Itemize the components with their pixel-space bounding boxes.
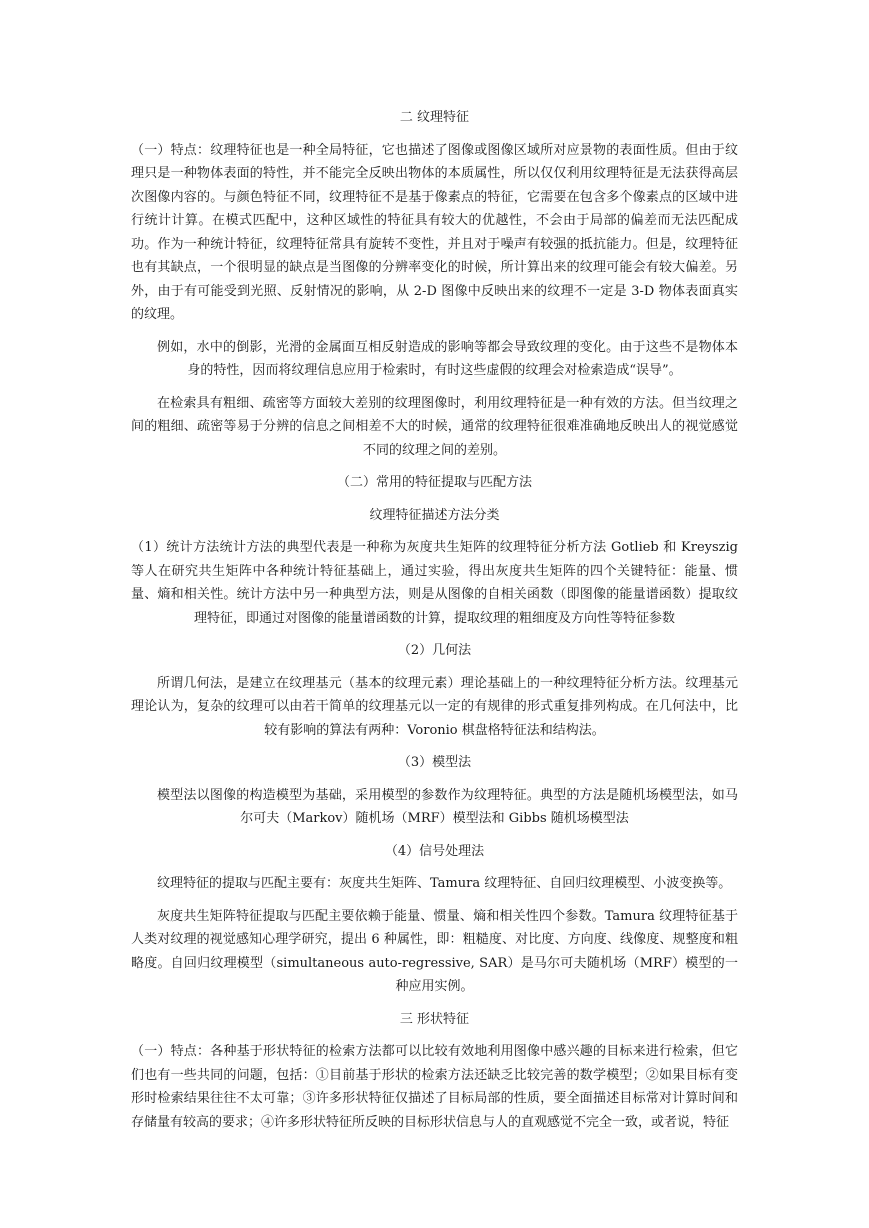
texture-features-paragraph: （一）特点：纹理特征也是一种全局特征，它也描述了图像或图像区域所对应景物的表面性质。但由于纹理只是一种物体表面的特性，并不能完全反映出物体的本质属性，所以仅仅利用纹理特征是无法获得高层次图像内容的。与颜色特征不同，纹理特征不是基于像素点的特征，它需要在包含多个像素点的区域中进行统计计算。在模式匹配中，这种区域性的特征具有较大的优越性，不会由于局部的偏差而无法匹配成功。作为一种统计特征，纹理特征常具有旋转不变性，并且对于噪声有较强的抵抗能力。但是，纹理特征也有其缺点，一个很明显的缺点是当图像的分辨率变化的时候，所计算出来的纹理可能会有较大偏差。另外，由于有可能受到光照、反射情况的影响，从 2-D 图像中反映出来的纹理不一定是 3-D 物体表面真实的纹理。 — [131, 142, 738, 322]
geometric-method-paragraph: 所谓几何法，是建立在纹理基元（基本的纹理元素）理论基础上的一种纹理特征分析方法。纹理基元理论认为，复杂的纹理可以由若干简单的纹理基元以一定的有规律的形式重复排列构成。在几何法中，比较有影响的算法有两种：Voronio 棋盘格特征法和结构法。 — [131, 675, 738, 738]
retrieval-paragraph: 在检索具有粗细、疏密等方面较大差别的纹理图像时，利用纹理特征是一种有效的方法。但当纹理之间的粗细、疏密等易于分辨的信息之间相差不大的时候，通常的纹理特征很难准确地反映出人的视觉感觉不同的纹理之间的差别。 — [131, 395, 738, 458]
section-2-title: 二 纹理特征 — [399, 110, 470, 125]
model-method-paragraph: 模型法以图像的构造模型为基础，采用模型的参数作为纹理特征。典型的方法是随机场模型法，如马尔可夫（Markov）随机场（MRF）模型法和 Gibbs 随机场模型法 — [157, 787, 738, 826]
model-method-title: （3）模型法 — [397, 755, 472, 770]
section-3-title: 三 形状特征 — [399, 1011, 470, 1027]
statistical-method-paragraph: （1）统计方法统计方法的典型代表是一种称为灰度共生矩阵的纹理特征分析方法 Gotlieb 和 Kreyszig 等人在研究共生矩阵中各种统计特征基础上，通过实验，得出灰度共生矩阵的四个关键特征：能量、惯量、熵和相关性。统计方法中另一种典型方法，则是从图像的自相关函数（即图像的能量谱函数）提取纹理特征，即通过对图像的能量谱函数的计算，提取纹理的粗细度及方向性等特征参数 — [131, 540, 738, 626]
signal-processing-paragraph: 纹理特征的提取与匹配主要有：灰度共生矩阵、Tamura 纹理特征、自回归纹理模型、小波变换等。 — [157, 876, 732, 891]
signal-processing-title: （4）信号处理法 — [384, 843, 485, 859]
classification-title: 纹理特征描述方法分类 — [369, 507, 500, 523]
geometric-method-title: （2）几何法 — [397, 643, 472, 658]
example-paragraph: 例如，水中的倒影，光滑的金属面互相反射造成的影响等都会导致纹理的变化。由于这些不是物体本身的特性，因而将纹理信息应用于检索时，有时这些虚假的纹理会对检索造成“误导”。 — [157, 339, 738, 378]
glcm-paragraph: 灰度共生矩阵特征提取与匹配主要依赖于能量、惯量、熵和相关性四个参数。Tamura 纹理特征基于人类对纹理的视觉感知心理学研究，提出 6 种属性，即：粗糙度、对比度、方向度、线像度、规整度和粗略度。自回归纹理模型（simultaneous auto-regressive, SAR）是马尔可夫随机场（MRF）模型的一种应用实例。 — [131, 908, 738, 994]
shape-features-paragraph: （一）特点：各种基于形状特征的检索方法都可以比较有效地利用图像中感兴趣的目标来进行检索，但它们也有一些共同的问题，包括：①目前基于形状的检索方法还缺乏比较完善的数学模型；②如果目标有变形时检索结果往往不太可靠；③许多形状特征仅描述了目标局部的性质，要全面描述目标常对计算时间和存储量有较高的要求；④许多形状特征所反映的目标形状信息与人的直观感觉不完全一致，或者说，特征 — [131, 1044, 738, 1130]
subsection-2-title: （二）常用的特征提取与匹配方法 — [336, 475, 532, 490]
